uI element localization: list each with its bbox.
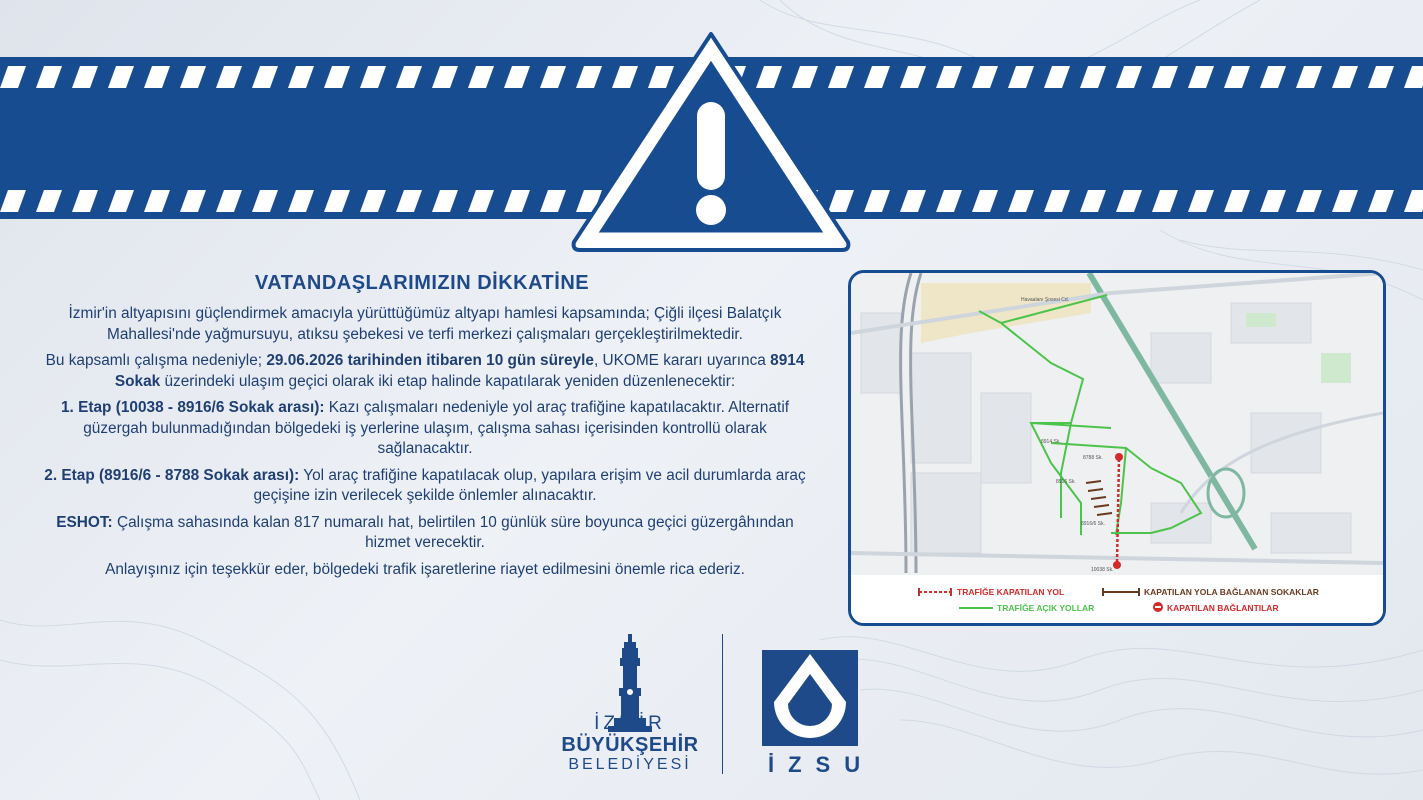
izsu-water-drop-icon [760,648,860,748]
map-label-8916: 8916 Sk. [1056,479,1076,485]
paragraph-thanks: Anlayışınız için teşekkür eder, bölgedeki trafik işaretlerine riayet edilmesini önemle rica ederiz. [105,560,745,578]
map-label-havaalani: Havaalanı Şosesi Cd. [1021,297,1070,303]
izmir-logo-text: İZMİR BÜYÜKŞEHİR BELEDİYESİ [561,713,699,773]
legend-connecting-streets: KAPATILAN YOLA BAĞLANAN SOKAKLAR [1144,587,1319,597]
paragraph-stage-1: 1. Etap (10038 - 8916/6 Sokak arası): Kazı çalışmaları nedeniyle yol araç trafiğine kapatılacaktır. Alternatif güzergah bulunmadığından bölgedeki iş yerlerine ulaşım, çalışma sahası içerisinden kontrollü olarak sağlanacaktır. [60,399,790,457]
paragraph-stage-2: 2. Etap (8916/6 - 8788 Sokak arası): Yol araç trafiğine kapatılacak olup, yapılara erişim ve acil durumlarda araç geçişine izin verilecek şekilde önlemler alınacaktır. [44,466,806,504]
page-title: VATANDAŞLARIMIZIN DİKKATİNE [254,272,590,294]
paragraph-scope: Bu kapsamlı çalışma nedeniyle; 29.06.2026 tarihinden itibaren 10 gün süreyle, UKOME kararı uyarınca 8914 Sokak üzerindeki ulaşım geçici olarak iki etap halinde kapatılarak yeniden düzenlenecektir: [45,352,805,390]
legend-closed-connections: KAPATILAN BAĞLANTILAR [1167,603,1279,613]
map-label-8788: 8788 Sk. [1083,455,1103,461]
map-canvas [851,273,1383,623]
legend-closed-road: TRAFİĞE KAPATILAN YOL [957,587,1065,597]
map-label-8916-6: 8916/6 Sk. [1081,521,1105,527]
map-label-8914: 8914 Sk. [1041,439,1061,445]
route-map [848,270,1386,626]
paragraph-intro: İzmir'in altyapısını güçlendirmek amacıyla yürüttüğümüz altyapı hamlesi kapsamında; Çiğli ilçesi Balatçık Mahallesi'nde yağmursuyu, atıksu şebekesi ve terfi merkezi çalışmaları gerçekleştirilmektedir. [68,305,782,343]
announcement-text [40,304,810,586]
map-label-10038: 10038 Sk. [1091,567,1114,573]
logo-divider [722,634,723,774]
izsu-logo-text: İZSU [768,752,875,777]
warning-triangle-icon [568,28,854,254]
paragraph-eshot: ESHOT: Çalışma sahasında kalan 817 numaralı hat, belirtilen 10 günlük süre boyunca geçici güzergâhından hizmet verecektir. [56,513,794,551]
legend-open-roads: TRAFİĞE AÇIK YOLLAR [997,603,1095,613]
